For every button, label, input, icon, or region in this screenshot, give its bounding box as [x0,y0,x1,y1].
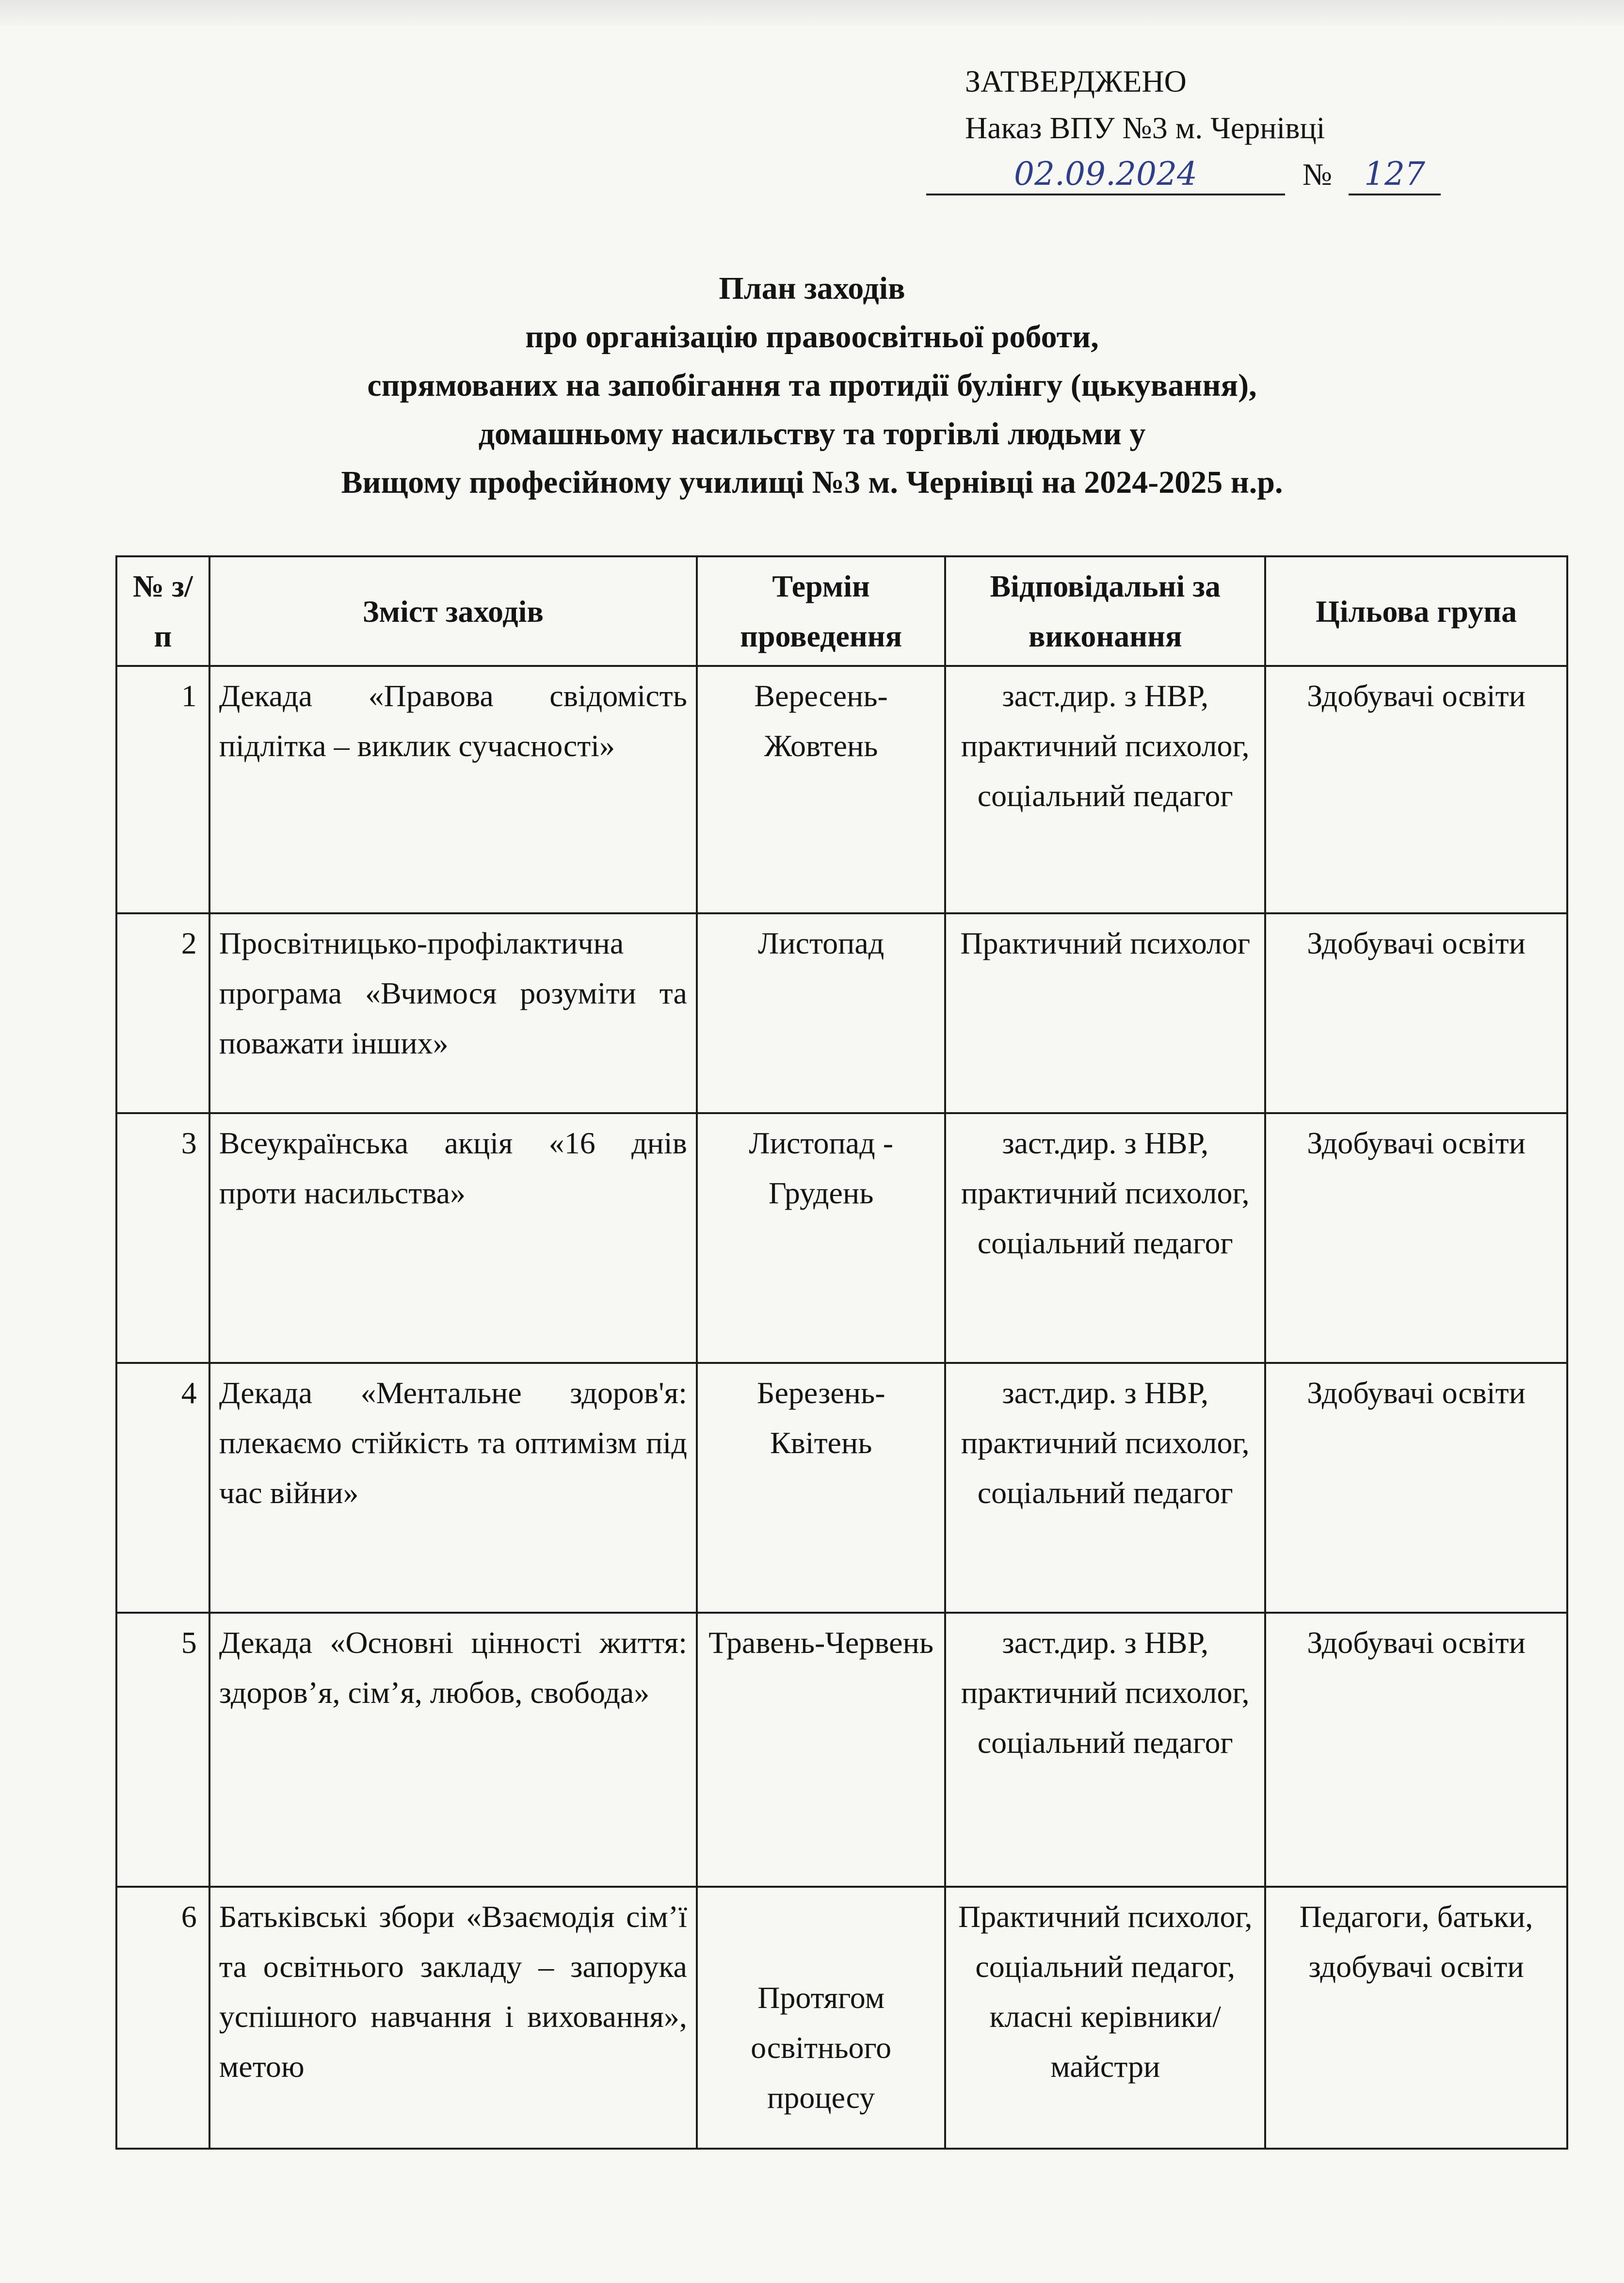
approval-stamp-block [965,58,1441,198]
heading-line-4: домашньому насильству та торгівлі людьми у [478,416,1146,452]
approval-date-row [926,151,1441,198]
approval-number-label: № [1302,157,1333,192]
row-target: Здобувачі освіти [1265,1363,1567,1613]
row-content: Декада «Основні цінності життя: здоров’я, сім’я, любов, свобода» [209,1613,697,1887]
row-responsible: Практичний психолог, соціальний педагог, класні керівники/майстри [945,1887,1265,2149]
row-responsible: заст.дир. з НВР, практичний психолог, соціальний педагог [945,1613,1265,1887]
row-content: Декада «Ментальне здоров'я: плекаємо стійкість та оптимізм під час війни» [209,1363,697,1613]
row-target: Здобувачі освіти [1265,1613,1567,1887]
row-term: Протягом освітнього процесу [697,1887,946,2149]
row-term: Листопад - Грудень [697,1113,946,1363]
table-row [116,1113,1567,1363]
row-content: Просвітницько-профілактична програма «Вчимося розуміти та поважати інших» [209,913,697,1113]
plan-heading [0,264,1624,507]
table-header-row [116,556,1567,666]
heading-line-3: спрямованих на запобігання та протидії булінгу (цькування), [367,368,1257,403]
row-num: 2 [116,913,209,1113]
row-responsible: Практичний психолог [945,913,1265,1113]
row-responsible: заст.дир. з НВР, практичний психолог, соціальний педагог [945,1113,1265,1363]
row-responsible: заст.дир. з НВР, практичний психолог, соціальний педагог [945,666,1265,913]
row-term: Березень-Квітень [697,1363,946,1613]
header-target: Цільова група [1265,556,1567,666]
row-responsible: заст.дир. з НВР, практичний психолог, соціальний педагог [945,1363,1265,1613]
row-num: 1 [116,666,209,913]
approval-order: Наказ ВПУ №3 м. Чернівці [965,111,1325,145]
row-num: 4 [116,1363,209,1613]
header-num: № з/п [116,556,209,666]
heading-line-2: про організацію правоосвітньої роботи, [525,319,1099,355]
row-num: 6 [116,1887,209,2149]
header-content: Зміст заходів [209,556,697,666]
header-responsible: Відповідальні за виконання [945,556,1265,666]
approval-title: ЗАТВЕРДЖЕНО [965,64,1187,98]
row-target: Здобувачі освіти [1265,913,1567,1113]
row-num: 3 [116,1113,209,1363]
heading-line-5: Вищому професійному училищі №3 м. Чернівці на 2024-2025 н.р. [341,465,1283,500]
plan-table [115,555,1568,2150]
table-row [116,666,1567,913]
row-content: Декада «Правова свідомість підлітка – виклик сучасності» [209,666,697,913]
table-row [116,913,1567,1113]
row-term: Травень-Червень [697,1613,946,1887]
row-num: 5 [116,1613,209,1887]
approval-date: 02.09.2024 [926,155,1285,195]
row-target: Здобувачі освіти [1265,1113,1567,1363]
heading-line-1: План заходів [719,271,905,306]
row-target: Здобувачі освіти [1265,666,1567,913]
table-row [116,1887,1567,2149]
row-term: Листопад [697,913,946,1113]
row-target: Педагоги, батьки, здобувачі освіти [1265,1887,1567,2149]
table-row [116,1363,1567,1613]
row-term: Вересень-Жовтень [697,666,946,913]
table-row [116,1613,1567,1887]
row-content: Батьківські збори «Взаємодія сім’ї та освітнього закладу – запорука успішного навчання і виховання», метою [209,1887,697,2149]
scan-top-edge [0,0,1624,25]
row-content: Всеукраїнська акція «16 днів проти насильства» [209,1113,697,1363]
header-term: Термін проведення [697,556,946,666]
approval-number: 127 [1349,155,1441,195]
